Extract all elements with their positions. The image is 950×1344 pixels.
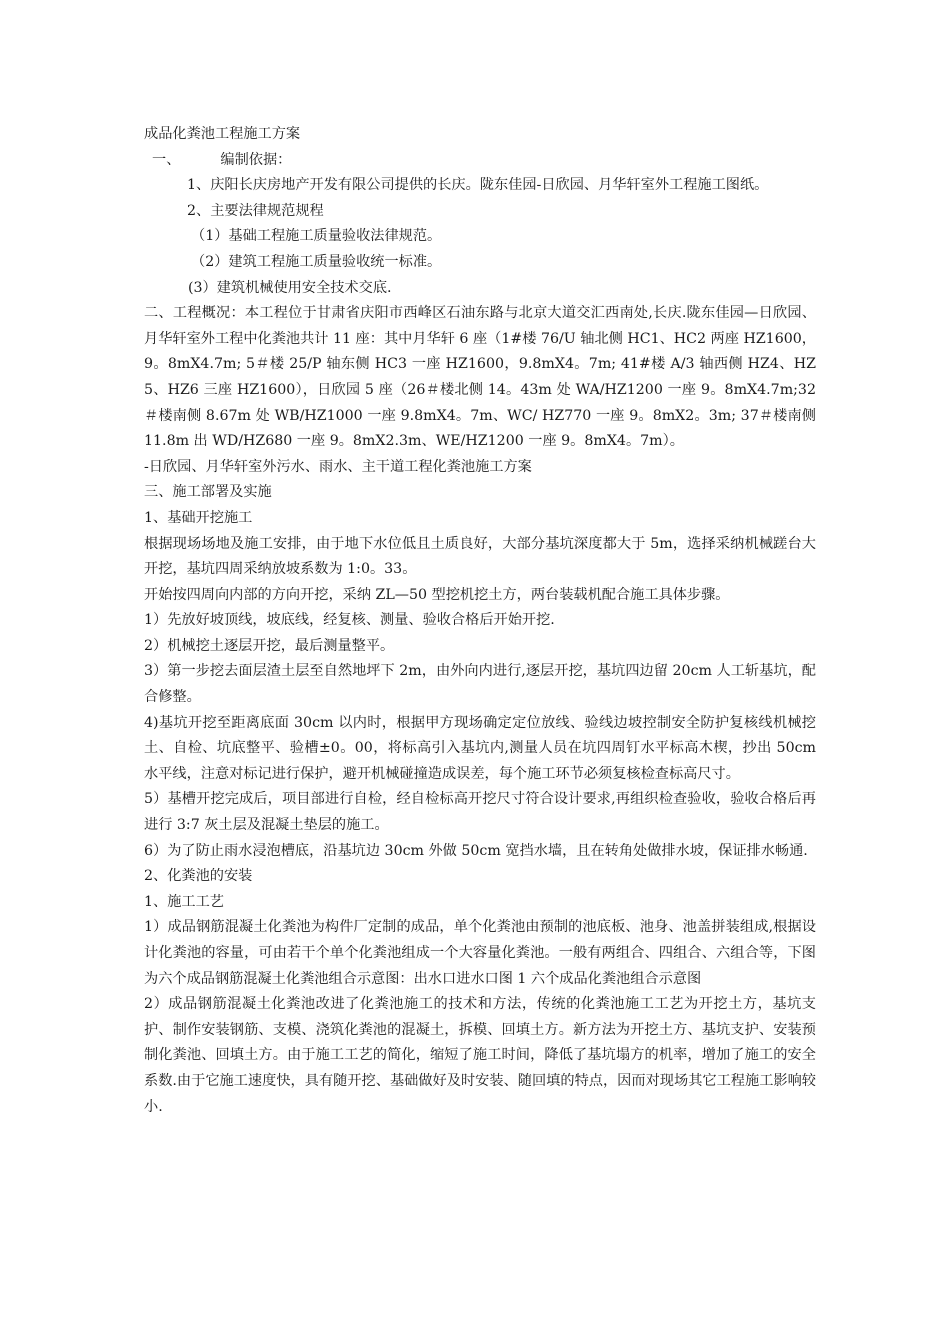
section-1-heading [144,148,816,174]
excavation-paragraph-1: 根据现场场地及施工安排，由于地下水位低且土质良好，大部分基坑深度都大于 5m，选择采纳机械蹉台大开挖，基坑四周采纳放坡系数为 1:0。33。 [144,535,816,578]
excavation-step-6: 6）为了防止雨水浸泡槽底，沿基坑边 30cm 外做 50cm 宽挡水墙，且在转角处做排水坡，保证排水畅通. [144,842,808,859]
basis-item-3: （1）基础工程施工质量验收法律规范。 [191,228,442,245]
excavation-paragraph-2: 开始按四周向内部的方向开挖，采纳 ZL—50 型挖机挖土方，两台装载机配合施工具体步骤。 [144,586,730,603]
project-overview: 二、工程概况：本工程位于甘肃省庆阳市西峰区石油东路与北京大道交汇西南处,长庆.陇东佳园—日欣园、月华轩室外工程中化粪池共计 11 座：其中月华轩 6 座（1#楼 76/U 轴北侧 HC1、HC2 两座 HZ1600，9。8mX4.7m; 5＃楼 25/P 轴东侧 HC3 一座 HZ1600，9.8mX4。7m; 41#楼 A/3 轴西侧 HZ4、HZ5、HZ6 三座 HZ1600），日欣园 5 座（26＃楼北侧 14。43m 处 WA/HZ1200 一座 9。8mX4.7m;32＃楼南侧 8.67m 处 WB/HZ1000 一座 9.8mX4。7m、WC/ HZ770 一座 9。8mX2。3m; 37＃楼南侧 11.8m 出 WD/HZ680 一座 9。8mX2.3m、WE/HZ1200 一座 9。8mX4。7m）。 [144,305,816,450]
excavation-step-1: 1）先放好坡顶线，坡底线，经复核、测量、验收合格后开始开挖. [144,612,555,629]
document-subtitle: -日欣园、月华轩室外污水、雨水、主干道工程化粪池施工方案 [144,458,532,475]
excavation-heading: 1、基础开挖施工 [144,509,253,526]
section-1-label: 编制依据： [220,151,292,168]
excavation-step-4: 4)基坑开挖至距离底面 30cm 以内时，根据甲方现场确定定位放线、验线边坡控制安全防护复核线机械挖土、自检、坑底整平、验槽±0。00，将标高引入基坑内,测量人员在坑四周钉水平标高木楔，抄出 50cm 水平线，注意对标记进行保护，避开机械碰撞造成误差，每个施工环节必须复核检查标高尺寸。 [144,714,816,782]
basis-item-2: 2、主要法律规范规程 [187,202,324,219]
excavation-step-5: 5）基槽开挖完成后，项目部进行自检，经自检标高开挖尺寸符合设计要求,再组织检查验收，验收合格后再进行 3:7 灰土层及混凝土垫层的施工。 [144,791,816,834]
excavation-step-3: 3）第一步挖去面层渣土层至自然地坪下 2m，由外向内进行,逐层开挖，基坑四边留 20cm 人工斩基坑，配合修整。 [144,663,816,706]
document-body [144,122,816,1120]
basis-item-5: (3）建筑机械使用安全技术交底. [188,279,392,296]
section-1-number: 一、 [152,151,181,168]
basis-item-1: 1、庆阳长庆房地产开发有限公司提供的长庆。陇东佳园-日欣园、月华轩室外工程施工图纸。 [187,177,769,194]
basis-item-4: （2）建筑工程施工质量验收统一标准。 [191,253,442,270]
excavation-step-2: 2）机械挖土逐层开挖，最后测量整平。 [144,637,395,654]
document-title: 成品化粪池工程施工方案 [144,126,301,142]
section-3-heading: 三、施工部署及实施 [144,484,272,501]
process-paragraph-2: 2）成品钢筋混凝土化粪池改进了化粪池施工的技术和方法，传统的化粪池施工工艺为开挖土方，基坑支护、制作安装钢筋、支模、浇筑化粪池的混凝土，拆模、回填土方。新方法为开挖土方、基坑支护、安装预制化粪池、回填土方。由于施工工艺的简化，缩短了施工时间，降低了基坑塌方的机率，增加了施工的安全系数.由于它施工速度快，具有随开挖、基础做好及时安装、随回填的特点，因而对现场其它工程施工影响较小. [144,996,816,1115]
process-heading: 1、施工工艺 [144,893,224,910]
install-heading: 2、化粪池的安装 [144,868,253,885]
process-paragraph-1: 1）成品钢筋混凝土化粪池为构件厂定制的成品，单个化粪池由预制的池底板、池身、池盖拼装组成,根据设计化粪池的容量，可由若干个单个化粪池组成一个大容量化粪池。一般有两组合、四组合、六组合等，下图为六个成品钢筋混凝土化粪池组合示意图：出水口进水口图 1 六个成品化粪池组合示意图 [144,919,816,987]
